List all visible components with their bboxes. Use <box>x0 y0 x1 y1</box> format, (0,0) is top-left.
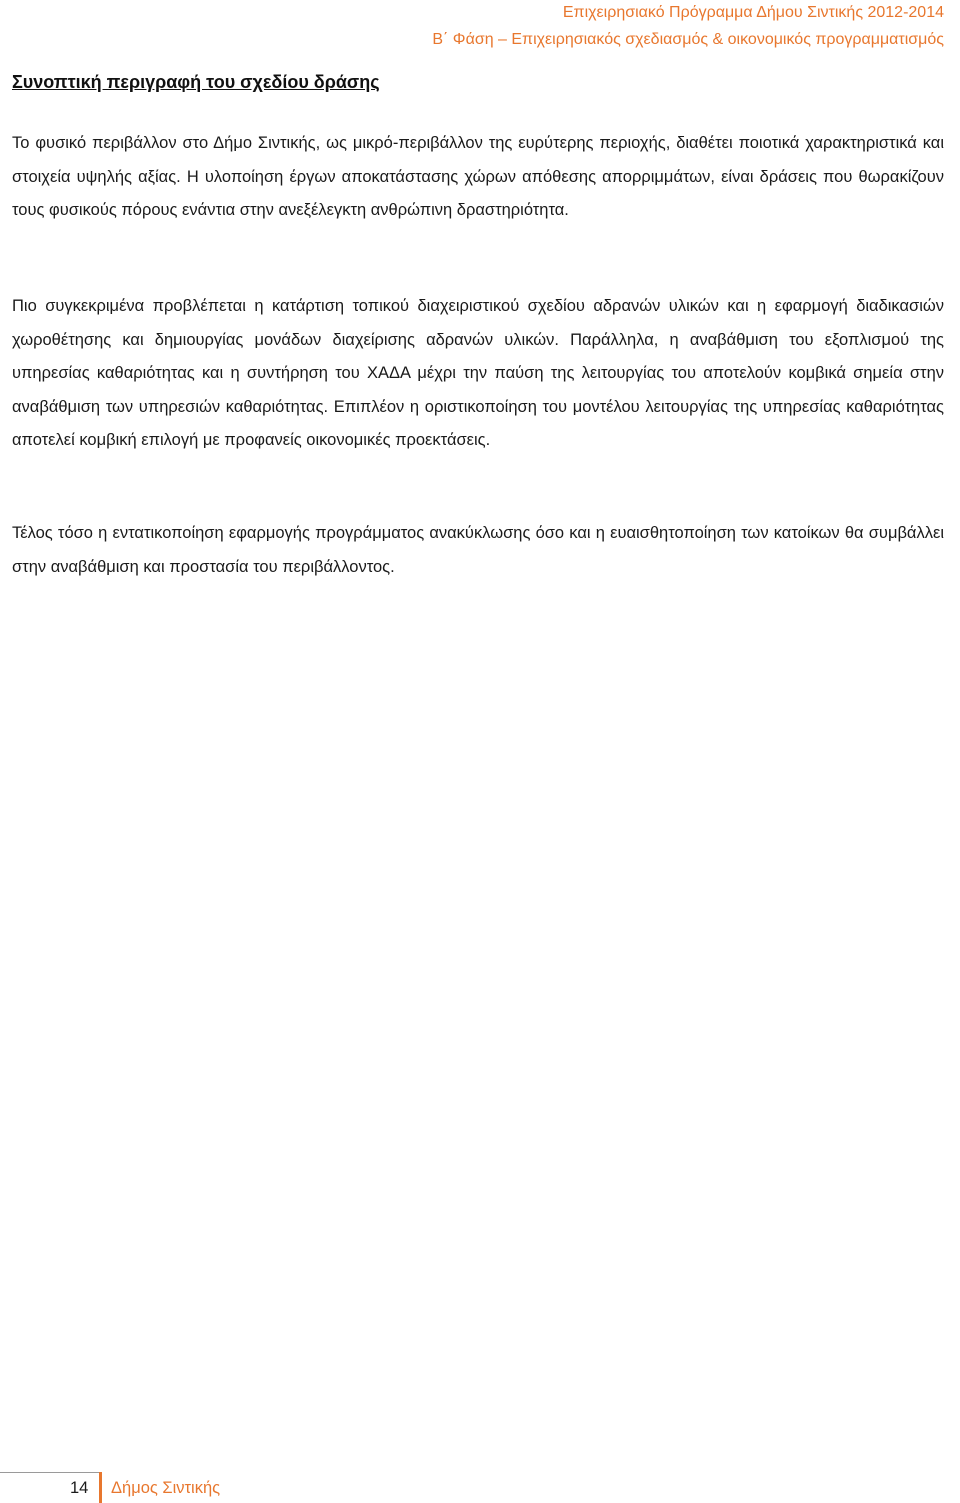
document-header-subtitle: Β΄ Φάση – Επιχειρησιακός σχεδιασμός & οικονομικός προγραμματισμός <box>432 31 944 48</box>
body-paragraph: Πιο συγκεκριμένα προβλέπεται η κατάρτιση τοπικού διαχειριστικού σχεδίου αδρανών υλικών και η εφαρμογή διαδικασιών χωροθέτησης και δημιουργίας μονάδων διαχείρισης αδρανών υλικών. Παράλληλα, η αναβάθμιση του εξοπλισμού της υπηρεσίας καθαριότητας και η συντήρηση του ΧΑΔΑ μέχρι την παύση της λειτουργίας του αποτελούν κομβικά σημεία στην αναβάθμιση των υπηρεσιών καθαριότητας. Επιπλέον η οριστικοποίηση του μοντέλου λειτουργίας της υπηρεσίας καθαριότητας αποτελεί κομβική επιλογή με προφανείς οικονομικές προεκτάσεις. <box>12 297 944 450</box>
body-paragraph: Το φυσικό περιβάλλον στο Δήμο Σιντικής, ως μικρό-περιβάλλον της ευρύτερης περιοχής, διαθέτει ποιοτικά χαρακτηριστικά και στοιχεία υψηλής αξίας. Η υλοποίηση έργων αποκατάστασης χώρων απόθεσης απορριμμάτων, είναι δράσεις που θωρακίζουν τους φυσικούς πόρους ενάντια στην ανεξέλεγκτη ανθρώπινη δραστηριότητα. <box>12 134 944 220</box>
document-header-title: Επιχειρησιακό Πρόγραμμα Δήμου Σιντικής 2012-2014 <box>562 4 944 21</box>
footer-accent-bar <box>99 1472 102 1503</box>
page-footer <box>0 1472 960 1503</box>
page-number: 14 <box>70 1479 89 1497</box>
footer-divider <box>0 1472 100 1473</box>
footer-municipality-name: Δήμος Σιντικής <box>111 1479 221 1497</box>
body-paragraph: Τέλος τόσο η εντατικοποίηση εφαρμογής προγράμματος ανακύκλωσης όσο και η ευαισθητοποίηση των κατοίκων θα συμβάλλει στην αναβάθμιση και προστασία του περιβάλλοντος. <box>12 524 944 576</box>
section-title: Συνοπτική περιγραφή του σχεδίου δράσης <box>12 72 380 92</box>
